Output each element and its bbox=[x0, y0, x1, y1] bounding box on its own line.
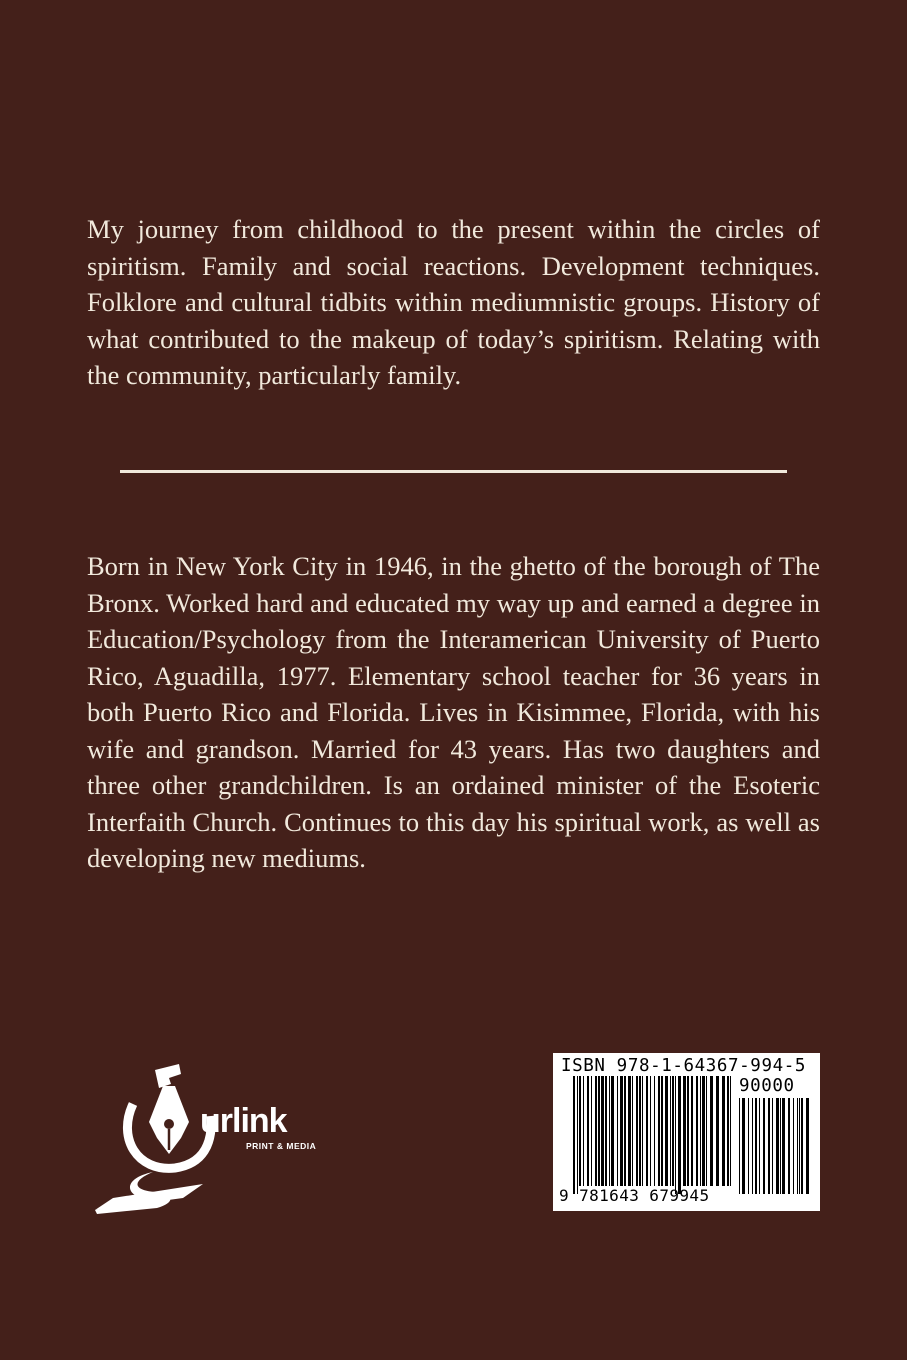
price-code: 90000 bbox=[739, 1076, 795, 1096]
publisher-tagline: PRINT & MEDIA bbox=[246, 1141, 317, 1151]
section-divider bbox=[120, 470, 787, 473]
book-description: My journey from childhood to the present within the circles of spiritism. Family and social reactions. Development techniques. Folklore and cultural tidbits within mediumnistic groups. History of what contributed to the makeup of today’s spiritism. Relating with the community, particularly family. bbox=[87, 214, 820, 390]
publisher-name: urlink bbox=[200, 1102, 287, 1140]
isbn-number: ISBN 978-1-64367-994-5 bbox=[561, 1056, 806, 1076]
author-biography: Born in New York City in 1946, in the ghetto of the borough of The Bronx. Worked hard and educated my way up and earned a degree in Education/Psychology from the Interamerican University of Puerto Rico, Aguadilla, 1977. Elementary school teacher for 36 years in both Puerto Rico and Florida. Lives in Kisimmee, Florida, with his wife and grandson. Married for 43 years. Has two daughters and three other grandchildren. Is an ordained minister of the Esoteric Interfaith Church. Continues to this day his spiritual work, as well as developing new mediums. bbox=[87, 551, 820, 873]
ean-digits: 9 781643 679945 bbox=[559, 1186, 710, 1205]
isbn-barcode bbox=[553, 1053, 820, 1211]
